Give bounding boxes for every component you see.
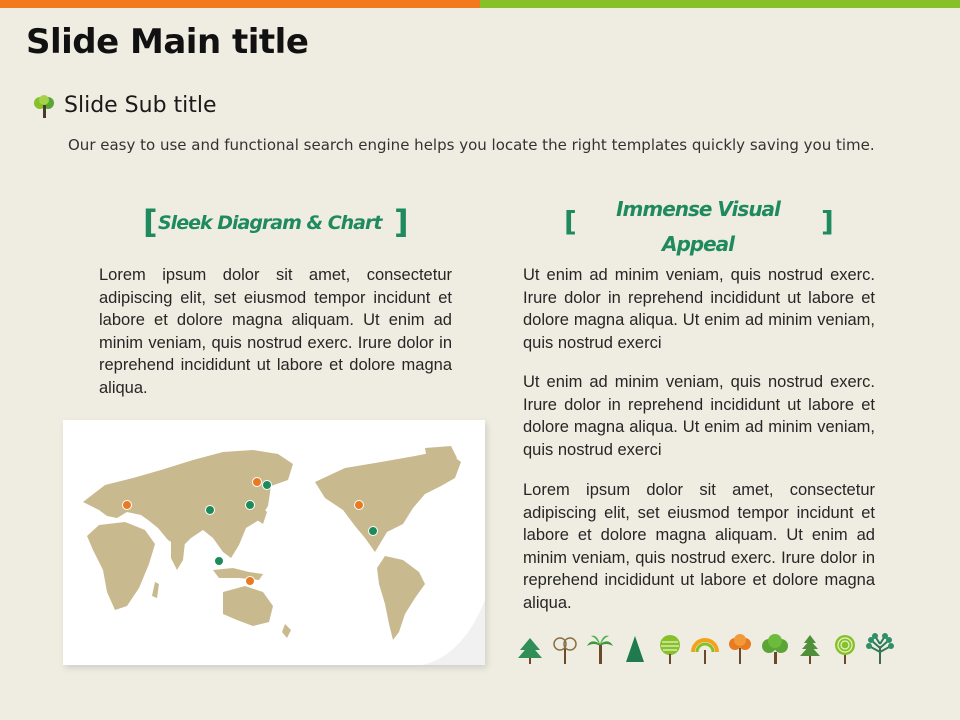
bracket-close: ]	[821, 205, 834, 238]
bare-tree-icon	[550, 632, 580, 666]
left-heading: Sleek Diagram & Chart	[158, 212, 382, 234]
top-accent-bar-orange	[0, 0, 480, 8]
right-paragraph-1: Ut enim ad minim veniam, quis nostrud exerc. Irure dolor in reprehend incididunt ut labore et dolore magna aliqua. Ut enim ad minim veniam, quis nostrud exerci	[523, 266, 875, 352]
tree-icon	[33, 95, 55, 119]
page-curl	[423, 600, 485, 665]
landmass-india	[171, 540, 185, 570]
autumn-tree-icon	[725, 632, 755, 666]
world-map	[63, 420, 485, 665]
map-marker-canada	[355, 501, 364, 510]
round-tree-icon	[760, 632, 790, 666]
landmass-new-zealand	[282, 624, 291, 638]
slide-title: Slide Main title	[26, 22, 309, 62]
pine-tree-icon	[515, 632, 545, 666]
map-marker-southeast-asia	[246, 577, 255, 586]
map-marker-usa	[369, 527, 378, 536]
landmass-madagascar	[152, 582, 159, 598]
landmass-australia	[223, 586, 273, 626]
branch-tree-icon	[865, 632, 895, 666]
right-heading: Immense Visual Appeal	[616, 197, 780, 256]
landmass-africa	[87, 522, 155, 610]
landmass-indonesia	[213, 568, 263, 580]
rainbow-tree-icon	[690, 632, 720, 666]
tree-icons-row	[515, 632, 900, 666]
world-map-card	[63, 420, 485, 665]
striped-tree-icon	[655, 632, 685, 666]
top-accent-bar-green	[480, 0, 960, 8]
map-marker-europe	[123, 501, 132, 510]
map-marker-north-asia	[246, 501, 255, 510]
map-marker-siberia	[253, 478, 262, 487]
left-body-text: Lorem ipsum dolor sit amet, consectetur adipiscing elit, set eiusmod tempor incidunt et labore et dolore magna aliquam. Ut enim ad minim veniam, quis nostrud exerc. Irure dolor in reprehend incididunt ut labore et dolore magna aliqua.	[99, 266, 452, 397]
bracket-close: ]	[394, 203, 409, 241]
map-marker-east-siberia	[263, 481, 272, 490]
bracket-open: [	[564, 205, 577, 238]
landmass-north-america	[315, 450, 461, 552]
landmass-south-america	[377, 556, 425, 640]
fir-tree-icon	[795, 632, 825, 666]
slide-subtitle: Slide Sub title	[64, 93, 217, 118]
map-marker-central-asia	[206, 506, 215, 515]
map-marker-south-china	[215, 557, 224, 566]
right-paragraph-3: Lorem ipsum dolor sit amet, consectetur adipiscing elit, set eiusmod tempor incidunt et labore et dolore magna aliquam. Ut enim ad minim veniam, quis nostrud exerc. Irure dolor in reprehend incididunt ut labore et dolore magna aliqua.	[523, 481, 875, 612]
bracket-open: [	[143, 203, 158, 241]
palm-tree-icon	[585, 632, 615, 666]
intro-text: Our easy to use and functional search engine helps you locate the right templates quickly saving you time.	[68, 136, 875, 154]
conifer-icon	[620, 632, 650, 666]
spiral-tree-icon	[830, 632, 860, 666]
right-paragraph-2: Ut enim ad minim veniam, quis nostrud exerc. Irure dolor in reprehend incididunt ut labore et dolore magna aliqua. Ut enim ad minim veniam, quis nostrud exerci	[523, 373, 875, 459]
